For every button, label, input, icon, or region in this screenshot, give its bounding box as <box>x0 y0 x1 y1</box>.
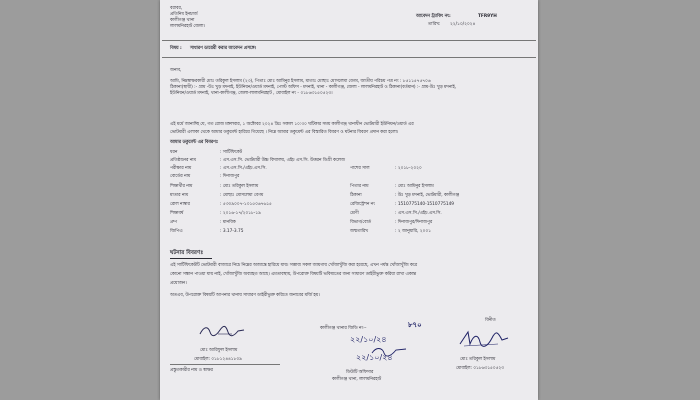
field-value: : ২ জানুয়ারি, ২০০১ <box>395 229 431 234</box>
date-value: ২২/১০/২০২৪ <box>450 22 476 27</box>
field-label: প্রতিষ্ঠানের নাম <box>170 158 196 163</box>
subject-rule-top <box>162 40 536 41</box>
field-value: : সার্টিফিকেট <box>220 150 242 155</box>
intro-line-2: ঠিকানা(স্থায়ী) :- গ্রাম -উঃ খুড় মদনাই, ইউনিয়ন/ওয়ার্ড মদনাই, পোস্ট অফিস - মদনাই, থানা - কালীগঞ্জ, জেলা - লালমনিরহাট ও ঠিকানা(বর্তমান) :- গ্রাম-উঃ খুড় মদনাই, <box>170 85 457 90</box>
field-label: ধরন <box>170 150 178 155</box>
field-label: গ্রুপ <box>170 220 177 225</box>
right-signature <box>458 328 510 350</box>
field-value: : দিনাজপুর <box>220 174 240 179</box>
body-line-2: ভোটমারী এলাকা থেকে আমার ডকুমেন্ট হারিয়ে গিয়েছে । নিম্নে আমার ডকুমেন্ট এর বিস্তারিত বিবরণ ও ঘটনার বিবরণ প্রদান করা হলো। <box>170 130 399 135</box>
field-value: : ৫৩০৯০০৭-১০১৫০৬৭৬১৫ <box>220 202 272 207</box>
field-value: : এস.এস.সি./এইচ.এস.সি. <box>220 166 267 171</box>
field-value: : 3.17-3.75 <box>220 229 244 234</box>
date-label: তারিখ: <box>428 22 441 27</box>
officer-signature <box>370 345 410 357</box>
subject-rule-bottom <box>162 57 536 58</box>
field-label: পাশের সাল <box>350 166 370 171</box>
left-role: প্রস্তুতকারীর নাম ও স্বাক্ষর <box>170 368 213 373</box>
field-value: : ২০১৮-২০২০ <box>395 166 422 171</box>
closing-line: অতএব, উপরোক্ত বিষয়টি আপনার থানায় সাধারণ ডাইরীভুক্ত করিতে জনাবের মর্জি হয়। <box>170 293 320 298</box>
field-label: রেজিস্ট্রেশন নং <box>350 202 376 207</box>
tracking-number: TFR9YH <box>478 14 497 19</box>
field-label: জন্মতারিখ <box>350 229 368 234</box>
field-label: শিক্ষার্থীর নাম <box>170 184 193 189</box>
field-label: পরীক্ষার নাম <box>170 166 192 171</box>
intro-line-3: ইউনিয়ন/ওয়ার্ড মদনাই, থানা-কালীগঞ্জ, জেলা-লালমনিরহাট , মোবাইল নং - ০১৮৬৩১৫০৫২৩। <box>170 91 333 96</box>
incident-heading-underline <box>170 258 212 259</box>
field-value: : এস.এস.সি./এইচ.এস.সি. <box>395 211 442 216</box>
incident-heading: ঘটনার বিবরণঃ <box>170 250 204 256</box>
officer-stamp-line-1: ডিউটি অফিসার <box>346 370 374 375</box>
field-value: : 1510775140-1510775149 <box>395 202 455 207</box>
field-label: জিপিএ <box>170 229 183 234</box>
field-value: : মোঃ আমিনুর ইসলাম <box>395 184 434 189</box>
incident-line-1: এই সার্টিফিকেটটি ভোটমারী বাজারে নিচে নিম্নের অজান্তে হারিয়ে যায়। সম্ভাব্য সকল জায়গায় খোঁজাখুঁজি করা হয়েছে, এখন পর্যন্ত খোঁজাখুঁজি করে <box>170 263 417 268</box>
incident-line-3: প্রয়োজন। <box>170 281 187 286</box>
document-page <box>160 0 538 400</box>
tracking-label: আবেদন ট্র্যাকিং নং: <box>416 14 451 19</box>
field-value: : এস.এস.সি. ভোটমারী উচ্চ বিদ্যালয়, এইচ এস.সি. উত্তরন ডিগ্রী কলেজ <box>220 158 345 163</box>
gd-number: ৮৭০ <box>408 321 422 329</box>
intro-line-1: আমি, নিম্নস্বাক্ষরকারী মোঃ তরিকুল ইসলাম (২৩), পিতাঃ মোঃ আমিনুর ইসলাম, মাতাঃ মোছাঃ মোসলেমা বেগম, জাতীয় পরিচয় পত্র নং : ৮৫১১৫৭৫৭০৬ <box>170 79 431 84</box>
subject-label: বিষয় : <box>170 46 182 51</box>
body-line-1: এই মর্মে জানাচ্ছি যে, গত রোজ মঙ্গলবার, ১ অক্টোবর ২০২৪ খ্রিঃ সকাল ১০:৩০ ঘটিকার সময় কালীগঞ্জ থানাধীন ভোটমারী ইউনিয়ন/ওয়ার্ড এর <box>170 122 414 127</box>
salutation: জনাব, <box>170 68 182 73</box>
field-value: : মানবিক <box>220 220 236 225</box>
field-label: শিক্ষাবর্ষ <box>170 211 184 216</box>
field-label: পিতার নাম <box>350 184 369 189</box>
handwritten-date-1: ২২/১০/২৪ <box>350 335 387 344</box>
left-signature <box>198 322 248 340</box>
gd-line: কালীগঞ্জ থানার জিডি নং-- <box>320 326 367 331</box>
right-name: মোঃ তরিকুল ইসলাম <box>460 357 496 362</box>
to-line-3: কালীগঞ্জ থানা <box>170 18 195 23</box>
to-line-2: প্রতিনিধ ইনচার্জ <box>170 12 198 17</box>
field-label: রোল নাম্বার <box>170 202 190 207</box>
to-line-1: বরাবর, <box>170 6 183 11</box>
left-sign-rule <box>170 364 280 365</box>
field-value: : দিনাজপুর/দিনাজপুর <box>395 220 433 225</box>
field-value: : মোঃ তরিকুল ইসলাম <box>220 184 259 189</box>
field-label: বিভাগ/বোর্ড <box>350 220 371 225</box>
viniito-label: বিনীত <box>485 318 496 323</box>
to-line-4: লালমনিরহাট জেলা। <box>170 24 205 29</box>
handwritten-date-2: ২২/১০/২৪ <box>356 353 393 362</box>
left-name: মোঃ আরিফুল ইসলাম <box>200 348 238 353</box>
right-mobile: মোবাইল: ০১৮৬৩১৫০৫২৩ <box>456 366 504 371</box>
field-label: বোর্ডের নাম <box>170 174 191 179</box>
left-mobile: মোবাইল: ০১৮১২৪৪১৮০৯ <box>194 357 242 362</box>
field-label: মাতার নাম <box>170 193 189 198</box>
field-value: : ২০১৬-১৭/২০১৮-১৯ <box>220 211 261 216</box>
field-value: : উঃ খুড় মদনাই, ভোটমারী, কালীগঞ্জ <box>395 193 460 198</box>
document-heading: আমার ডকুমেন্ট এর বিবরণঃ <box>170 140 219 145</box>
subject-text: সাধারণ ডায়েরী করার আবেদন প্রসঙ্গে। <box>190 46 257 51</box>
field-value: : মোছাঃ মোসলেমা বেগম <box>220 193 264 198</box>
officer-stamp-line-2: কালীগঞ্জ থানা, লালমনিরহাট <box>332 377 382 382</box>
field-label: ঠিকানা <box>350 193 362 198</box>
field-label: শ্রেণী <box>350 211 359 216</box>
incident-line-2: কোনো সন্ধান পাওয়া যায় নাই, খোঁজাখুঁজি অব্যাহত আছে। এমতাবস্থায়, উপরোক্ত বিষয়টি ভবিষ্যতের জন্য সাধারণ ডাইরীভুক্ত করিয়া রাখা একান্ত <box>170 272 416 277</box>
